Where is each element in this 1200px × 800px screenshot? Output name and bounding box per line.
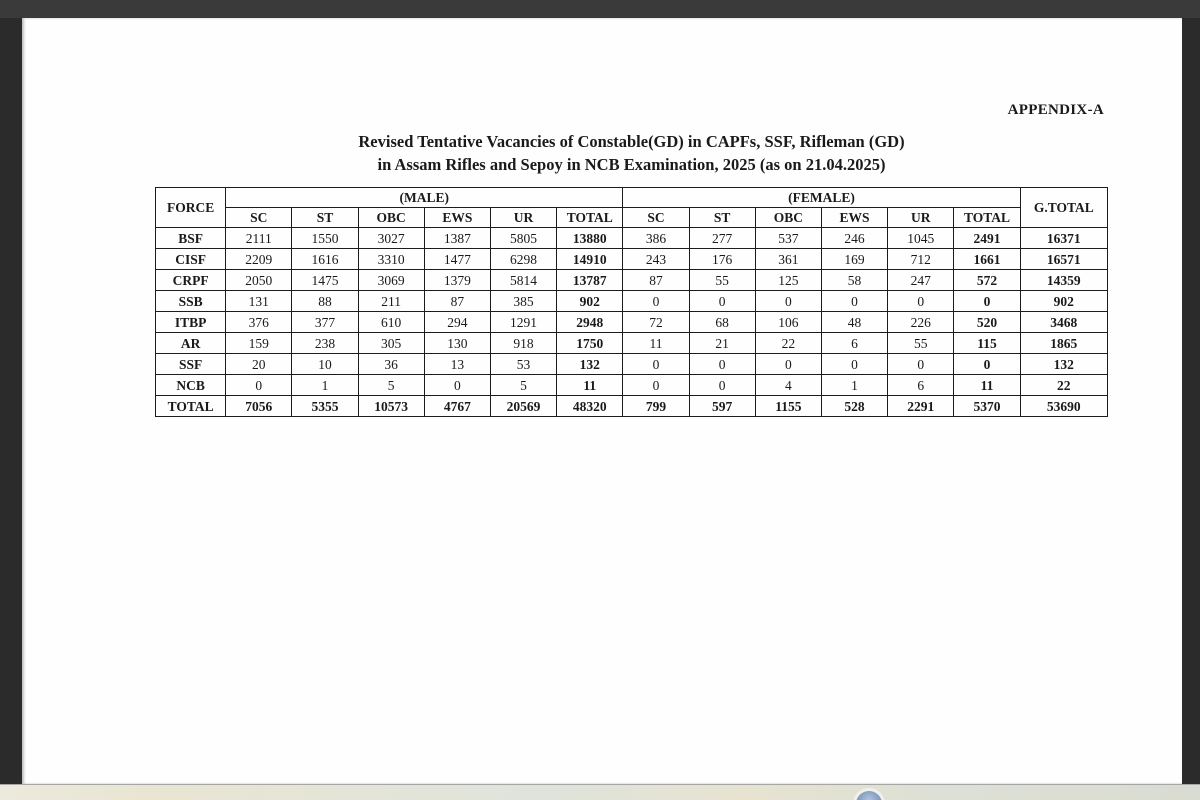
value-cell: 0 (954, 354, 1020, 375)
value-cell: 3069 (358, 270, 424, 291)
female-sc-header: SC (623, 208, 689, 228)
value-cell: 13 (424, 354, 490, 375)
value-cell: 610 (358, 312, 424, 333)
value-cell: 10 (292, 354, 358, 375)
force-cell: TOTAL (156, 396, 226, 417)
value-cell: 6 (888, 375, 954, 396)
value-cell: 58 (821, 270, 887, 291)
value-cell: 0 (689, 291, 755, 312)
value-cell: 5 (358, 375, 424, 396)
value-cell: 2209 (226, 249, 292, 270)
female-group-header: (FEMALE) (623, 188, 1020, 208)
value-cell: 1 (292, 375, 358, 396)
value-cell: 6 (821, 333, 887, 354)
value-cell: 2291 (888, 396, 954, 417)
value-cell: 361 (755, 249, 821, 270)
force-cell: ITBP (156, 312, 226, 333)
value-cell: 5355 (292, 396, 358, 417)
value-cell: 1291 (490, 312, 556, 333)
force-cell: BSF (156, 228, 226, 249)
force-cell: CISF (156, 249, 226, 270)
value-cell: 238 (292, 333, 358, 354)
grand-total-cell: 132 (1020, 354, 1107, 375)
table-row (156, 396, 1108, 417)
value-cell: 88 (292, 291, 358, 312)
value-cell: 0 (424, 375, 490, 396)
value-cell: 11 (557, 375, 623, 396)
value-cell: 0 (689, 354, 755, 375)
value-cell: 131 (226, 291, 292, 312)
value-cell: 537 (755, 228, 821, 249)
value-cell: 2050 (226, 270, 292, 291)
table-row (156, 375, 1108, 396)
value-cell: 1379 (424, 270, 490, 291)
value-cell: 1477 (424, 249, 490, 270)
value-cell: 226 (888, 312, 954, 333)
value-cell: 2491 (954, 228, 1020, 249)
value-cell: 1155 (755, 396, 821, 417)
male-total-header: TOTAL (557, 208, 623, 228)
force-cell: SSF (156, 354, 226, 375)
value-cell: 5 (490, 375, 556, 396)
vacancies-table (155, 187, 1108, 417)
value-cell: 0 (755, 354, 821, 375)
value-cell: 11 (954, 375, 1020, 396)
value-cell: 10573 (358, 396, 424, 417)
title-line-2: in Assam Rifles and Sepoy in NCB Examination, 2025 (as on 21.04.2025) (377, 155, 886, 174)
value-cell: 87 (623, 270, 689, 291)
female-total-header: TOTAL (954, 208, 1020, 228)
value-cell: 169 (821, 249, 887, 270)
female-ews-header: EWS (821, 208, 887, 228)
table-row (156, 249, 1108, 270)
value-cell: 4 (755, 375, 821, 396)
value-cell: 72 (623, 312, 689, 333)
value-cell: 1550 (292, 228, 358, 249)
grand-total-cell: 53690 (1020, 396, 1107, 417)
value-cell: 712 (888, 249, 954, 270)
value-cell: 597 (689, 396, 755, 417)
value-cell: 132 (557, 354, 623, 375)
value-cell: 247 (888, 270, 954, 291)
value-cell: 7056 (226, 396, 292, 417)
value-cell: 55 (888, 333, 954, 354)
value-cell: 53 (490, 354, 556, 375)
value-cell: 305 (358, 333, 424, 354)
title-line-1: Revised Tentative Vacancies of Constable(GD) in CAPFs, SSF, Rifleman (GD) (358, 132, 905, 151)
male-st-header: ST (292, 208, 358, 228)
value-cell: 0 (226, 375, 292, 396)
group-header-row (156, 188, 1108, 208)
value-cell: 0 (888, 354, 954, 375)
grand-total-cell: 16371 (1020, 228, 1107, 249)
value-cell: 528 (821, 396, 887, 417)
grand-total-cell: 1865 (1020, 333, 1107, 354)
document-title (155, 130, 1108, 176)
value-cell: 21 (689, 333, 755, 354)
force-cell: SSB (156, 291, 226, 312)
value-cell: 48 (821, 312, 887, 333)
value-cell: 1750 (557, 333, 623, 354)
grand-total-cell: 22 (1020, 375, 1107, 396)
value-cell: 0 (755, 291, 821, 312)
value-cell: 1045 (888, 228, 954, 249)
value-cell: 106 (755, 312, 821, 333)
value-cell: 14910 (557, 249, 623, 270)
table-row (156, 354, 1108, 375)
value-cell: 0 (821, 354, 887, 375)
value-cell: 176 (689, 249, 755, 270)
taskbar-peek-icon[interactable] (856, 791, 882, 800)
value-cell: 0 (689, 375, 755, 396)
value-cell: 5370 (954, 396, 1020, 417)
force-column-header: FORCE (156, 188, 226, 228)
viewer-top-bar (0, 0, 1200, 18)
value-cell: 4767 (424, 396, 490, 417)
value-cell: 6298 (490, 249, 556, 270)
male-obc-header: OBC (358, 208, 424, 228)
male-ews-header: EWS (424, 208, 490, 228)
value-cell: 87 (424, 291, 490, 312)
table-row (156, 312, 1108, 333)
value-cell: 918 (490, 333, 556, 354)
grand-total-column-header: G.TOTAL (1020, 188, 1107, 228)
value-cell: 1475 (292, 270, 358, 291)
male-group-header: (MALE) (226, 188, 623, 208)
value-cell: 520 (954, 312, 1020, 333)
appendix-label: APPENDIX-A (1007, 102, 1104, 118)
value-cell: 386 (623, 228, 689, 249)
force-cell: AR (156, 333, 226, 354)
value-cell: 22 (755, 333, 821, 354)
value-cell: 68 (689, 312, 755, 333)
value-cell: 1 (821, 375, 887, 396)
value-cell: 55 (689, 270, 755, 291)
value-cell: 13880 (557, 228, 623, 249)
value-cell: 36 (358, 354, 424, 375)
table-row (156, 228, 1108, 249)
value-cell: 2111 (226, 228, 292, 249)
value-cell: 1661 (954, 249, 1020, 270)
value-cell: 0 (623, 375, 689, 396)
value-cell: 243 (623, 249, 689, 270)
value-cell: 0 (888, 291, 954, 312)
value-cell: 20569 (490, 396, 556, 417)
value-cell: 799 (623, 396, 689, 417)
value-cell: 13787 (557, 270, 623, 291)
value-cell: 3310 (358, 249, 424, 270)
table-row (156, 270, 1108, 291)
value-cell: 5805 (490, 228, 556, 249)
value-cell: 20 (226, 354, 292, 375)
male-sc-header: SC (226, 208, 292, 228)
value-cell: 376 (226, 312, 292, 333)
force-cell: CRPF (156, 270, 226, 291)
female-ur-header: UR (888, 208, 954, 228)
value-cell: 5814 (490, 270, 556, 291)
force-cell: NCB (156, 375, 226, 396)
value-cell: 277 (689, 228, 755, 249)
sub-header-row (156, 208, 1108, 228)
value-cell: 211 (358, 291, 424, 312)
value-cell: 125 (755, 270, 821, 291)
document-page (22, 18, 1182, 784)
table-row (156, 333, 1108, 354)
value-cell: 115 (954, 333, 1020, 354)
value-cell: 0 (954, 291, 1020, 312)
value-cell: 11 (623, 333, 689, 354)
value-cell: 246 (821, 228, 887, 249)
taskbar-strip (0, 784, 1200, 800)
value-cell: 572 (954, 270, 1020, 291)
value-cell: 1387 (424, 228, 490, 249)
value-cell: 377 (292, 312, 358, 333)
value-cell: 294 (424, 312, 490, 333)
grand-total-cell: 3468 (1020, 312, 1107, 333)
value-cell: 3027 (358, 228, 424, 249)
value-cell: 0 (623, 291, 689, 312)
grand-total-cell: 902 (1020, 291, 1107, 312)
value-cell: 130 (424, 333, 490, 354)
value-cell: 0 (623, 354, 689, 375)
value-cell: 902 (557, 291, 623, 312)
value-cell: 2948 (557, 312, 623, 333)
value-cell: 0 (821, 291, 887, 312)
female-st-header: ST (689, 208, 755, 228)
female-obc-header: OBC (755, 208, 821, 228)
value-cell: 48320 (557, 396, 623, 417)
table-row (156, 291, 1108, 312)
value-cell: 159 (226, 333, 292, 354)
value-cell: 385 (490, 291, 556, 312)
table-header (156, 188, 1108, 228)
vacancies-table-body (156, 228, 1108, 417)
grand-total-cell: 14359 (1020, 270, 1107, 291)
value-cell: 1616 (292, 249, 358, 270)
male-ur-header: UR (490, 208, 556, 228)
grand-total-cell: 16571 (1020, 249, 1107, 270)
